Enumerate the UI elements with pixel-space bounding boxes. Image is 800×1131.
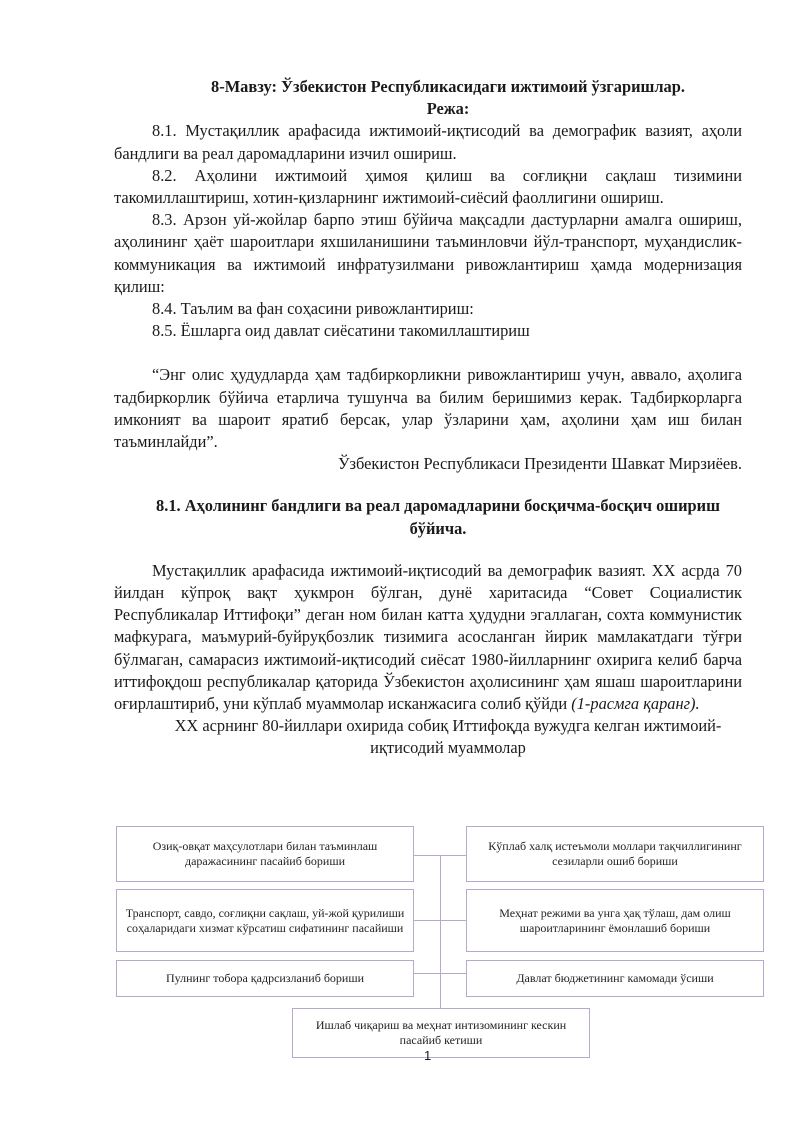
diagram-box-money-devaluation: Пулнинг тобора қадрсизланиб бориши xyxy=(116,960,414,997)
section-title: 8.1. Аҳолининг бандлиги ва реал даромадларини босқичма-босқич ошириш бўйича. xyxy=(156,496,720,538)
diagram-box-services: Транспорт, савдо, соғлиқни сақлаш, уй-жой қурилиши соҳаларидаги хизмат кўрсатиш сифатининг пасайиши xyxy=(116,889,414,952)
plan-heading: Режа: xyxy=(426,99,470,119)
connector-line xyxy=(414,973,466,974)
quote: “Энг олис ҳудудларда ҳам тадбиркорликни ривожлантириш учун, аввало, аҳолига тадбиркорлик бўйича етарлича тушунча ва билим беришимиз керак. Тадбиркорларга имконият ва шароит яратиб берсак, улар ўзларини ҳам, аҳолини ҳам иш билан таъминлайди”. xyxy=(114,365,742,452)
connector-line xyxy=(414,855,466,856)
section-body xyxy=(114,560,742,715)
connector-trunk xyxy=(440,855,441,1008)
diagram-box-budget-deficit: Давлат бюджетининг камомади ўсиши xyxy=(466,960,764,997)
document-content xyxy=(114,76,742,760)
plan-item: 8.4. Таълим ва фан соҳасини ривожлантириш: xyxy=(152,299,474,319)
diagram-box-labor-conditions: Меҳнат режими ва унга ҳақ тўлаш, дам олиш шароитларининг ёмонлашиб бориши xyxy=(466,889,764,952)
plan-item: 8.5. Ёшларга оид давлат сиёсатини такомиллаштириш xyxy=(152,321,530,341)
figure-caption: XX асрнинг 80-йиллари охирида собиқ Иттифоқда вужудга келган ижтимоий-иқтисодий муаммолар xyxy=(174,716,722,758)
section-body-text: Мустақиллик арафасида ижтимоий-иқтисодий ва демографик вазият. XX асрда 70 йилдан кўпроқ вақт ҳукмрон бўлган, дунё харитасида “Совет Социалистик Республикалар Иттифоқи” деган ном билан катта ҳудудни эгаллаган, сохта коммунистик мафкурага, маъмурий-буйруқбозлик тизимига асосланган йирик мамлакатдаги тўғри бўлмаган, самарасиз ижтимоий-иқтисодий сиёсат 1980-йилларнинг охирига келиб барча иттифоқдош республикалар қаторида Ўзбекистон аҳолисининг ҳам яшаш шароитларини оғирлаштириб, уни кўплаб муаммолар исканжасига солиб қўйди xyxy=(114,560,742,714)
plan-item: 8.3. Арзон уй-жойлар барпо этиш бўйича мақсадли дастурларни амалга ошириш, аҳолининг ҳаёт шароитлари яхшиланишини таъминловчи йўл-транспорт, муҳандислик-коммуникация ва ижтимоий инфратузилмани ривожлантириш ҳамда модернизация қилиш: xyxy=(114,210,742,296)
diagram-box-consumer-goods: Кўплаб халқ истеъмоли моллари тақчиллигининг сезиларли ошиб бориши xyxy=(466,826,764,882)
plan-item: 8.1. Мустақиллик арафасида ижтимоий-иқтисодий ва демографик вазият, аҳоли бандлиги ва реал даромадларини изчил ошириш. xyxy=(114,121,742,163)
page-number: 1 xyxy=(424,1048,432,1063)
topic-title: 8-Мавзу: Ўзбекистон Республикасидаги ижтимоий ўзгаришлар. xyxy=(211,77,685,96)
connector-line xyxy=(414,920,466,921)
diagram-box-production-discipline: Ишлаб чиқариш ва меҳнат интизомининг кескин пасайиб кетиши xyxy=(292,1008,590,1058)
plan-item: 8.2. Аҳолини ижтимоий ҳимоя қилиш ва соғлиқни сақлаш тизимини такомиллаштириш, хотин-қизларнинг ижтимоий-сиёсий фаоллигини ошириш. xyxy=(114,165,742,208)
figure-reference: (1-расмга қаранг). xyxy=(571,694,700,714)
diagram-box-food-supply: Озиқ-овқат маҳсулотлари билан таъминлаш даражасининг пасайиб бориши xyxy=(116,826,414,882)
quote-author: Ўзбекистон Республикаси Президенти Шавкат Мирзиёев. xyxy=(337,454,742,474)
